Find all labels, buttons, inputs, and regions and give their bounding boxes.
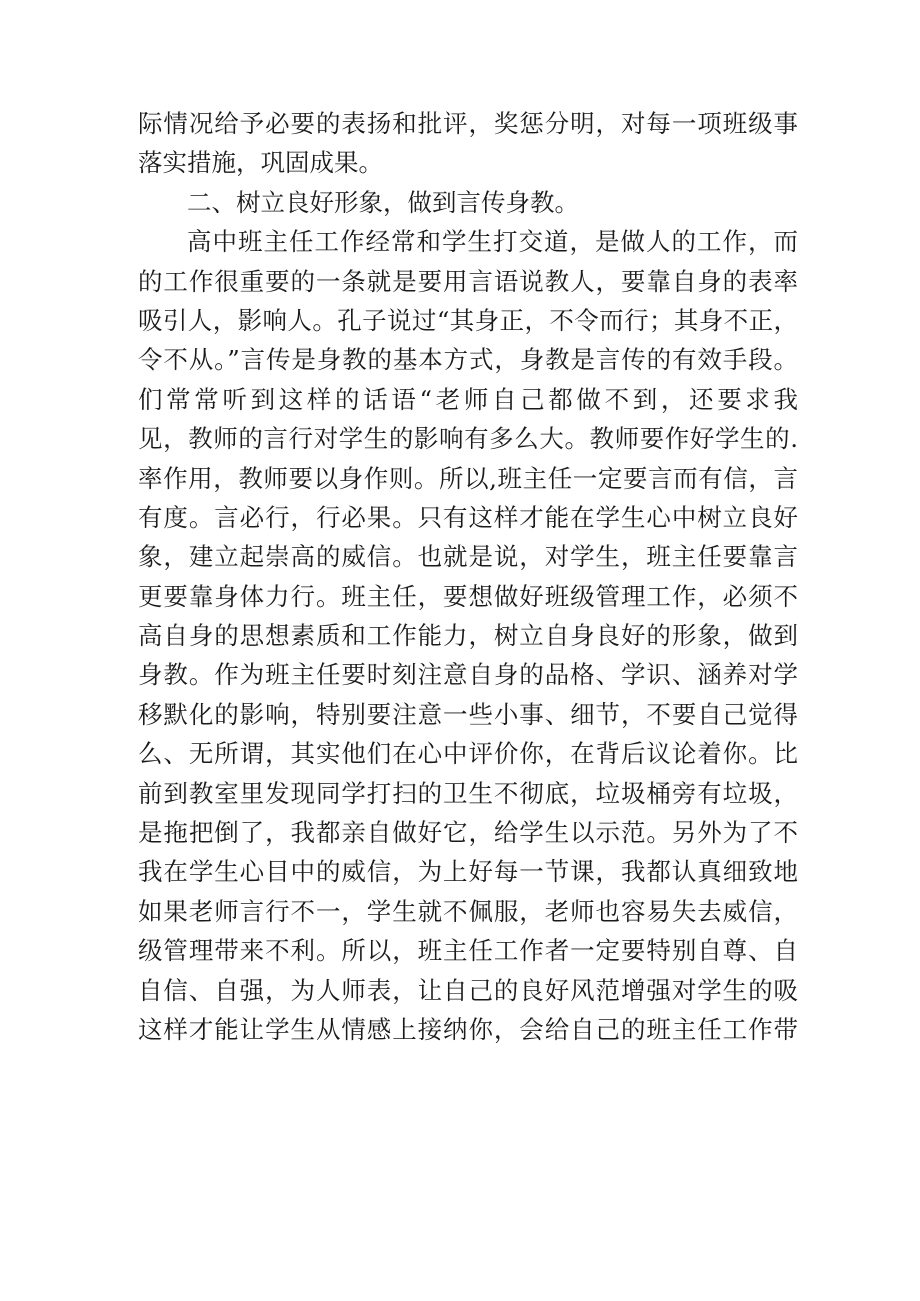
text-line: 象，建立起崇高的威信。也就是说，对学生，班主任要靠言 (138, 542, 798, 572)
text-line: 落实措施，巩固成果。 (138, 148, 383, 178)
body-text (138, 104, 798, 1049)
text-line: 有度。言必行，行必果。只有这样才能在学生心中树立良好 (138, 502, 798, 532)
text-line: 身教。作为班主任要时刻注意自身的品格、学识、涵养对学 (138, 660, 798, 690)
text-line: 如果老师言行不一，学生就不佩服，老师也容易失去威信， (138, 896, 798, 926)
text-line: 的工作很重要的一条就是要用言语说教人，要靠自身的表率 (138, 266, 798, 296)
text-line: 率作用，教师要以身作则。所以,班主任一定要言而有信，言 (138, 463, 798, 493)
text-line: 前到教室里发现同学打扫的卫生不彻底，垃圾桶旁有垃圾， (138, 778, 798, 808)
text-line: 级管理带来不利。所以，班主任工作者一定要特别自尊、自 (138, 936, 798, 966)
text-line: 吸引人，影响人。孔子说过“其身正，不令而行；其身不正， (138, 305, 798, 335)
text-line: 移默化的影响，特别要注意一些小事、细节，不要自己觉得 (138, 699, 798, 729)
text-line: 令不从。”言传是身教的基本方式，身教是言传的有效手段。 (138, 345, 798, 375)
text-line: 是拖把倒了，我都亲自做好它，给学生以示范。另外为了不 (138, 818, 798, 848)
text-line: 这样才能让学生从情感上接纳你，会给自己的班主任工作带 (138, 1014, 798, 1044)
text-line: 见，教师的言行对学生的影响有多么大。教师要作好学生的. (138, 424, 798, 454)
text-line: 更要靠身体力行。班主任，要想做好班级管理工作，必须不 (138, 581, 798, 611)
text-line: 么、无所谓，其实他们在心中评价你，在背后议论着你。比 (138, 739, 798, 769)
section-heading: 二、树立良好形象，做到言传身教。 (187, 187, 579, 217)
text-line: 高自身的思想素质和工作能力，树立自身良好的形象，做到 (138, 621, 798, 651)
text-line: 际情况给予必要的表扬和批评，奖惩分明，对每一项班级事 (138, 109, 798, 138)
text-line: 自信、自强，为人师表，让自己的良好风范增强对学生的吸 (138, 975, 798, 1005)
text-line: 高中班主任工作经常和学生打交道，是做人的工作，而 (187, 227, 798, 257)
text-line: 我在学生心目中的威信，为上好每一节课，我都认真细致地 (138, 857, 798, 887)
text-line: 们常常听到这样的话语“老师自己都做不到，还要求我 (138, 384, 798, 414)
